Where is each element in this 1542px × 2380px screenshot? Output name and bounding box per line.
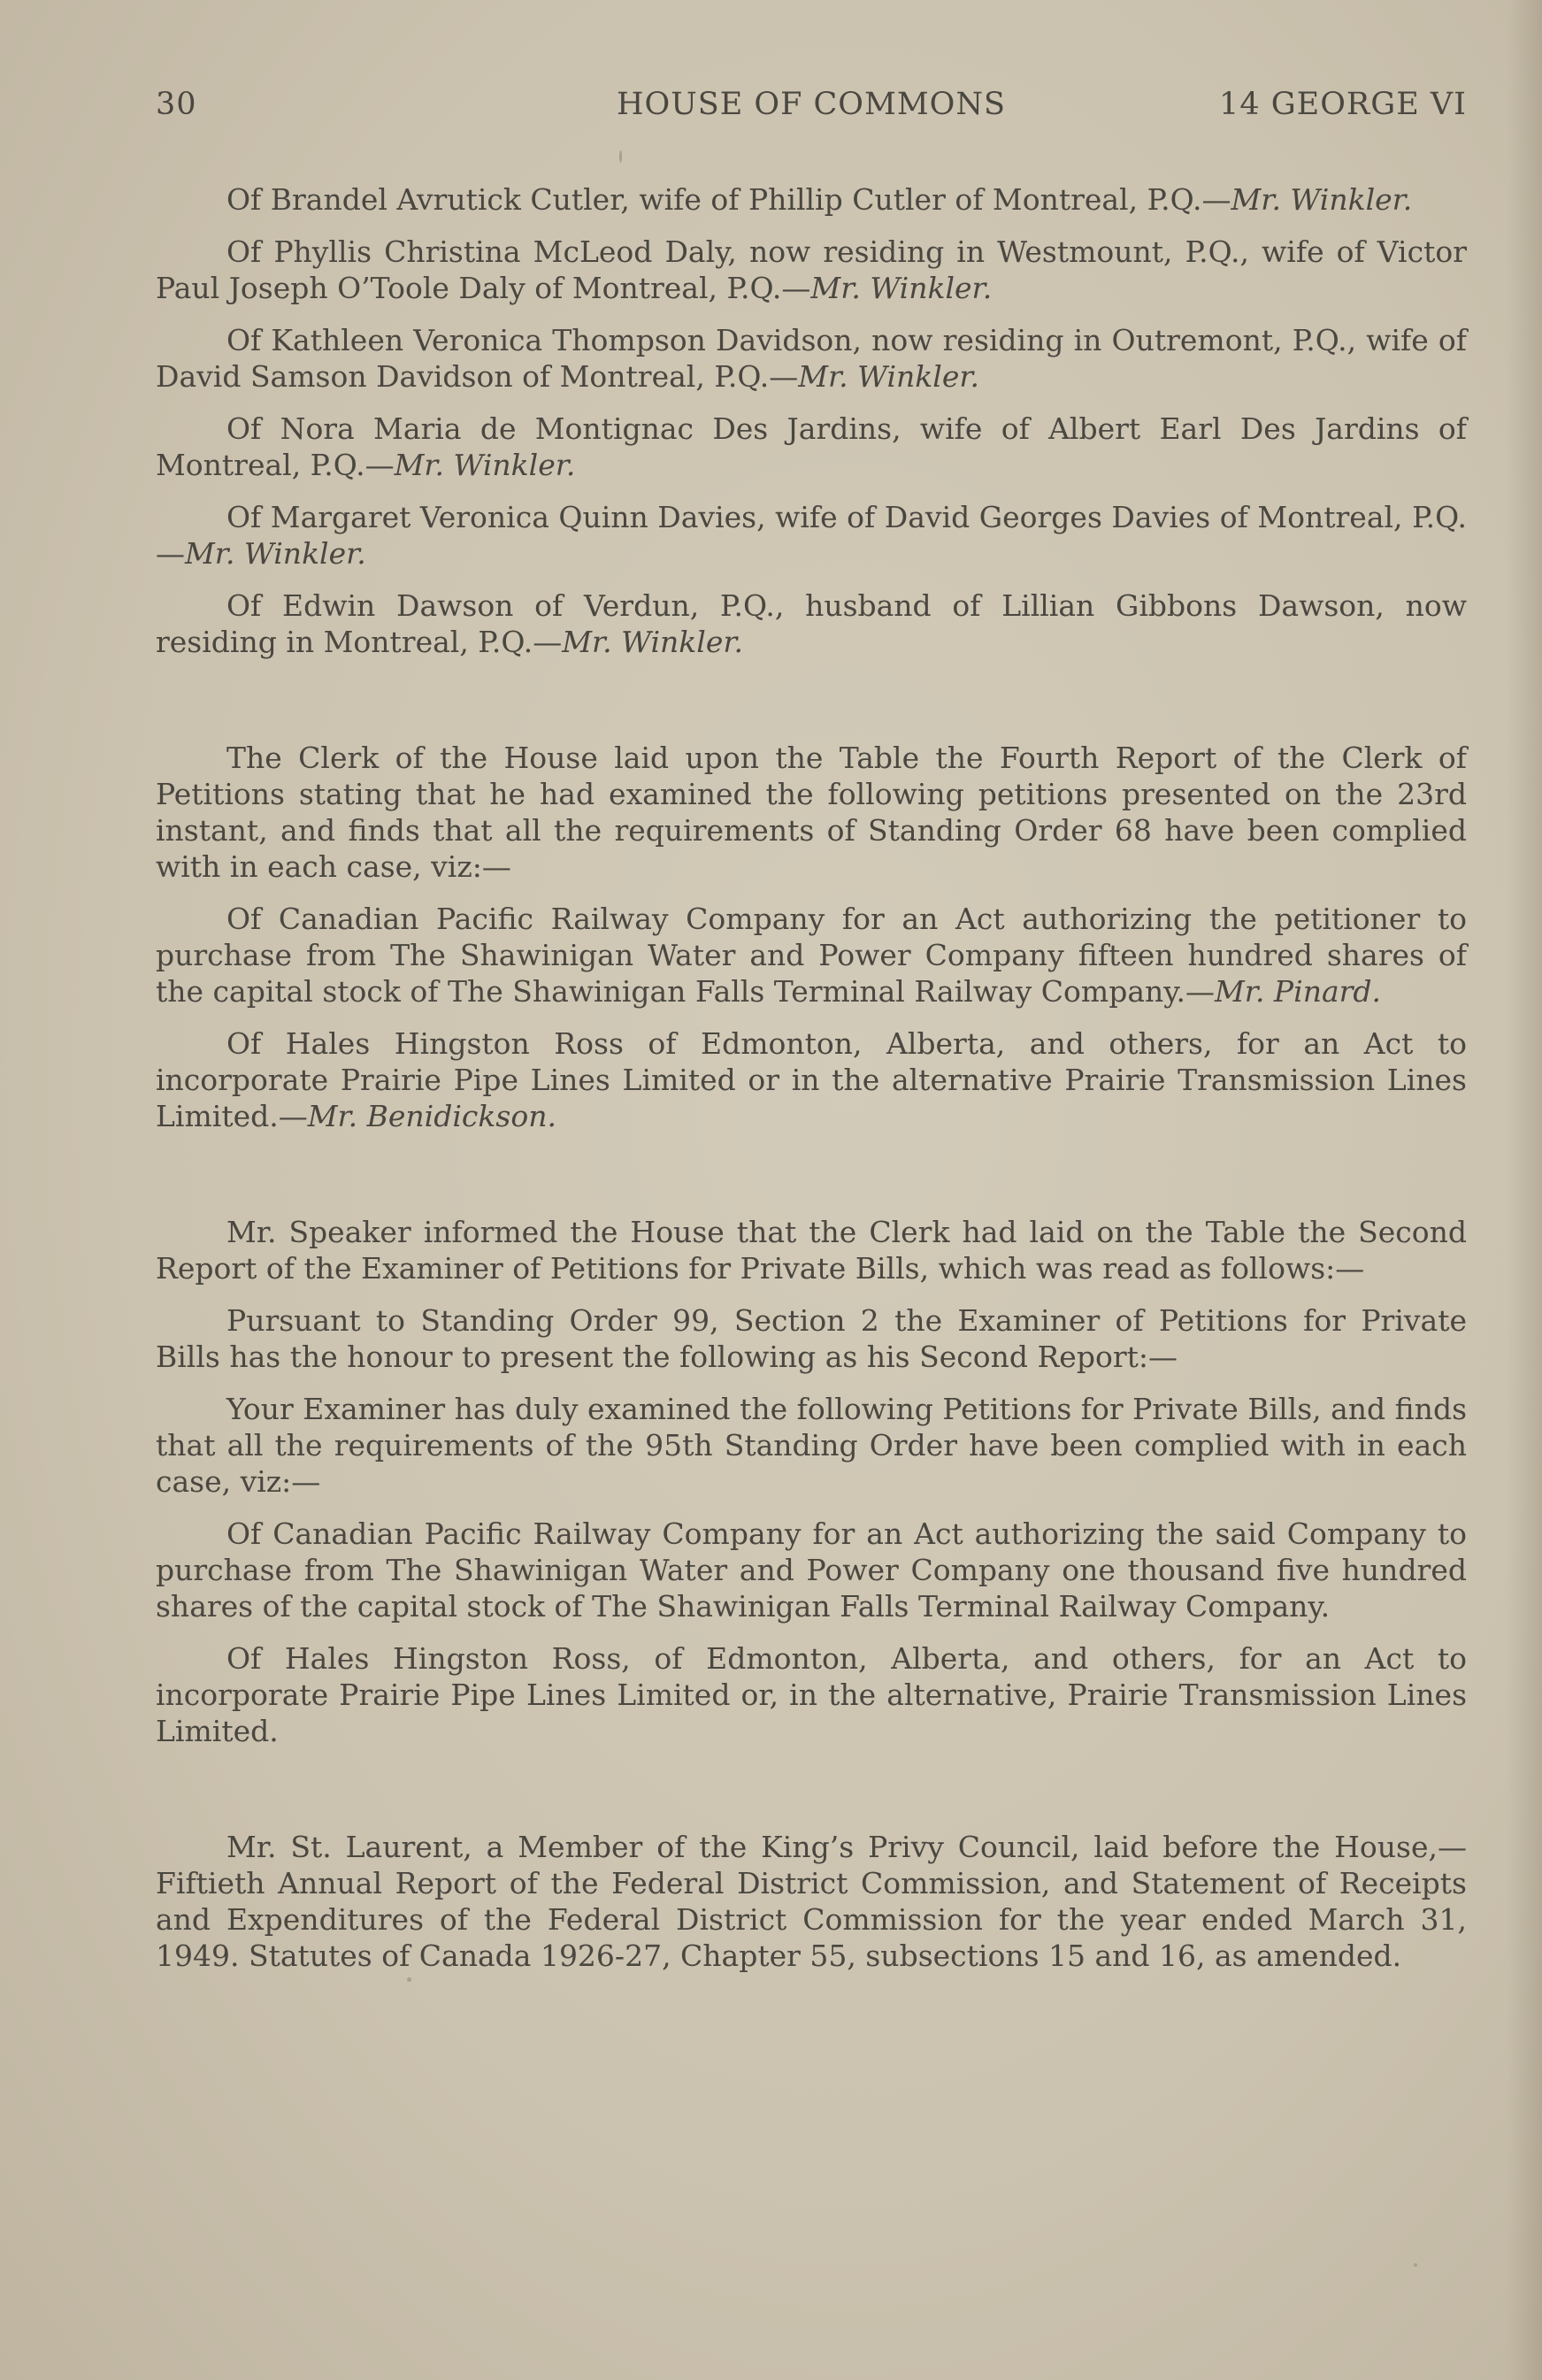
petition-mover: Mr. Pinard. [1215,974,1382,1009]
petition-mover: Mr. Winkler. [562,625,744,659]
page-body [156,181,1467,1974]
petition-mover: Mr. Winkler. [394,448,576,482]
petition-mover: Mr. Winkler. [1231,182,1413,217]
examiner-report-intro: Mr. Speaker informed the House that the Clerk had laid on the Table the Second Report of the Examiner of Petitions for Private Bills, which was read as follows:— [156,1215,1467,1286]
petition-paragraph: Of Nora Maria de Montignac Des Jardins, wife of Albert Earl Des Jardins of Montreal, P.Q.—Mr. Winkler. [156,411,1467,482]
paper-speck [619,150,622,163]
petition-mover: Mr. Winkler. [185,536,366,571]
session-label: 14 GEORGE VI [1219,87,1467,122]
petition-paragraph: Of Brandel Avrutick Cutler, wife of Phillip Cutler of Montreal, P.Q.—Mr. Winkler. [226,182,1413,217]
examiner-report-item: Of Hales Hingston Ross, of Edmonton, Alberta, and others, for an Act to incorporate Prairie Pipe Lines Limited or, in the alternative, Prairie Transmission Lines Limited. [156,1641,1467,1748]
examiner-report-paragraph: Pursuant to Standing Order 99, Section 2 the Examiner of Petitions for Private Bills has the honour to present the following as his Second Report:— [156,1303,1467,1374]
petition-paragraph: Of Kathleen Veronica Thompson Davidson, now residing in Outremont, P.Q., wife of David Samson Davidson of Montreal, P.Q.—Mr. Winkler. [156,323,1467,394]
clerk-report-intro: The Clerk of the House laid upon the Table the Fourth Report of the Clerk of Petitions stating that he had examined the following petitions presented on the 23rd instant, and finds that all the requirements of Standing Order 68 have been complied with in each case, viz:— [156,741,1467,884]
journal-title: HOUSE OF COMMONS [617,87,1006,122]
paper-speck [1414,2263,1417,2267]
clerk-report-item: Of Canadian Pacific Railway Company for an Act authorizing the petitioner to purchase from The Shawinigan Water and Power Company fifteen hundred shares of the capital stock of The Shawinigan Falls Terminal Railway Company.—Mr. Pinard. [156,902,1467,1009]
page-number: 30 [156,87,197,122]
clerk-report-item: Of Hales Hingston Ross of Edmonton, Alberta, and others, for an Act to incorporate Prairie Pipe Lines Limited or in the alternative Prairie Transmission Lines Limited.—Mr. Benidickson. [156,1026,1467,1133]
petition-paragraph: Of Margaret Veronica Quinn Davies, wife of David Georges Davies of Montreal, P.Q.—Mr. Winkler. [156,500,1467,571]
petition-paragraph: Of Edwin Dawson of Verdun, P.Q., husband of Lillian Gibbons Dawson, now residing in Montreal, P.Q.—Mr. Winkler. [156,588,1467,659]
petition-mover: Mr. Winkler. [810,271,993,305]
page-edge-shadow [1507,0,1542,2380]
paper-speck [407,1977,411,1982]
page-header [156,87,1467,131]
petition-mover: Mr. Benidickson. [307,1099,556,1133]
petition-paragraph: Of Phyllis Christina McLeod Daly, now residing in Westmount, P.Q., wife of Victor Paul Joseph O’Toole Daly of Montreal, P.Q.—Mr. Winkler. [156,234,1467,305]
examiner-report-item: Of Canadian Pacific Railway Company for an Act authorizing the said Company to purchase from The Shawinigan Water and Power Company one thousand five hundred shares of the capital stock of The Shawinigan Falls Terminal Railway Company. [156,1516,1467,1624]
privy-council-paragraph: Mr. St. Laurent, a Member of the King’s Privy Council, laid before the House,—Fiftieth Annual Report of the Federal District Commission, and Statement of Receipts and Expenditures of the Federal District Commission for the year ended March 31, 1949. Statutes of Canada 1926-27, Chapter 55, subsections 15 and 16, as amended. [156,1830,1467,1973]
petition-mover: Mr. Winkler. [798,359,980,394]
examiner-report-paragraph: Your Examiner has duly examined the following Petitions for Private Bills, and finds that all the requirements of the 95th Standing Order have been complied with in each case, viz:— [156,1392,1467,1499]
